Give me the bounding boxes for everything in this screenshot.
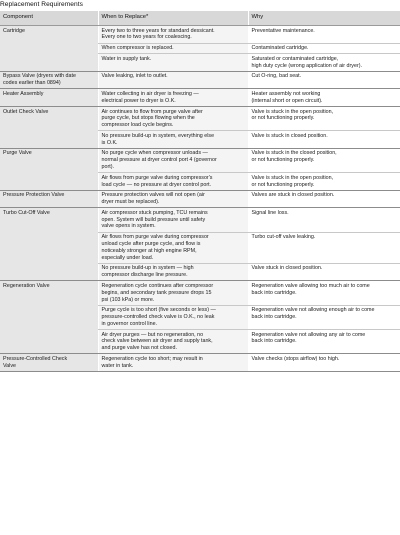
when-to-replace-cell: No pressure build-up in system, everything else is O.K.: [98, 131, 248, 149]
when-to-replace-cell: Air continues to flow from purge valve after purge cycle, but stops flowing when the compressor load cycle begins.: [98, 107, 248, 131]
when-to-replace-cell: Air flows from purge valve during compressor's load cycle — no pressure at dryer control port.: [98, 173, 248, 191]
why-cell: Saturated or contaminated cartridge, high duty cycle (wrong application of air dryer).: [248, 54, 400, 72]
when-to-replace-cell: Air flows from purge valve during compressor unload cycle after purge cycle, and flow is noticeably stronger at high engine RPM, especially under load.: [98, 232, 248, 263]
table-row: [0, 190, 400, 208]
component-name: Regeneration Valve: [0, 281, 98, 354]
component-name: Cartridge: [0, 26, 98, 72]
component-name: Pressure-Controlled Check Valve: [0, 354, 98, 372]
why-cell: Regeneration valve not allowing any air to come back into cartridge.: [248, 330, 400, 354]
why-cell: Turbo cut-off valve leaking.: [248, 232, 400, 263]
table-row: [0, 89, 400, 107]
when-to-replace-cell: No pressure build-up in system — high compressor discharge line pressure.: [98, 263, 248, 281]
when-to-replace-cell: Every two to three years for standard dessicant. Every one to two years for coalescing.: [98, 26, 248, 44]
table-row: [0, 107, 400, 131]
why-cell: Signal line loss.: [248, 208, 400, 232]
component-name: Pressure Protection Valve: [0, 190, 98, 208]
when-to-replace-cell: Valve leaking, inlet to outlet.: [98, 71, 248, 89]
why-cell: Preventative maintenance.: [248, 26, 400, 44]
table-row: [0, 281, 400, 305]
table-row: [0, 208, 400, 232]
column-header-why: Why: [248, 11, 400, 26]
table-row: [0, 71, 400, 89]
when-to-replace-cell: Air compressor stuck pumping, TCU remains open. System will build pressure until safety valve opens in system.: [98, 208, 248, 232]
when-to-replace-cell: Pressure protection valves will not open (air dryer must be replaced).: [98, 190, 248, 208]
when-to-replace-cell: Purge cycle is too short (five seconds or less) — pressure-controlled check valve is O.K., no leak in governor control line.: [98, 305, 248, 329]
when-to-replace-cell: Water collecting in air dryer is freezing — electrical power to dryer is O.K.: [98, 89, 248, 107]
why-cell: Contaminated cartridge.: [248, 43, 400, 54]
table-row: [0, 354, 400, 372]
when-to-replace-cell: Regeneration cycle continues after compressor begins, and secondary tank pressure drops 15 psi (103 kPa) or more.: [98, 281, 248, 305]
when-to-replace-cell: Water in supply tank.: [98, 54, 248, 72]
when-to-replace-cell: Regeneration cycle too short; may result in water in tank.: [98, 354, 248, 372]
when-to-replace-cell: Air dryer purges — but no regeneration, no check valve between air dryer and supply tank, and purge valve has not closed.: [98, 330, 248, 354]
table-body: [0, 26, 400, 372]
table-header: [0, 11, 400, 26]
why-cell: Valve is stuck in the open position, or not functioning properly.: [248, 107, 400, 131]
why-cell: Valve is stuck in closed position.: [248, 131, 400, 149]
why-cell: Valve is stuck in the closed position, or not functioning properly.: [248, 148, 400, 172]
why-cell: Valve is stuck in the open position, or not functioning properly.: [248, 173, 400, 191]
table-row: [0, 148, 400, 172]
why-cell: Cut O-ring, bad seat.: [248, 71, 400, 89]
component-name: Outlet Check Valve: [0, 107, 98, 149]
section-title: Replacement Requirements: [0, 1, 83, 8]
why-cell: Valves are stuck in closed position.: [248, 190, 400, 208]
replacement-table: [0, 11, 400, 372]
when-to-replace-cell: No purge cycle when compressor unloads — normal pressure at dryer control port 4 (governor port).: [98, 148, 248, 172]
why-cell: Heater assembly not working (internal short or open circuit).: [248, 89, 400, 107]
component-name: Heater Assembly: [0, 89, 98, 107]
column-header-when: When to Replace*: [98, 11, 248, 26]
component-name: Turbo Cut-Off Valve: [0, 208, 98, 281]
why-cell: Regeneration valve allowing too much air to come back into cartridge.: [248, 281, 400, 305]
component-name: Bypass Valve (dryers with date codes earlier than 0894): [0, 71, 98, 89]
when-to-replace-cell: When compressor is replaced.: [98, 43, 248, 54]
why-cell: Regeneration valve not allowing enough air to come back into cartridge.: [248, 305, 400, 329]
why-cell: Valve stuck in closed position.: [248, 263, 400, 281]
component-name: Purge Valve: [0, 148, 98, 190]
why-cell: Valve checks (stops airflow) too high.: [248, 354, 400, 372]
column-header-component: Component: [0, 11, 98, 26]
table-row: [0, 26, 400, 44]
